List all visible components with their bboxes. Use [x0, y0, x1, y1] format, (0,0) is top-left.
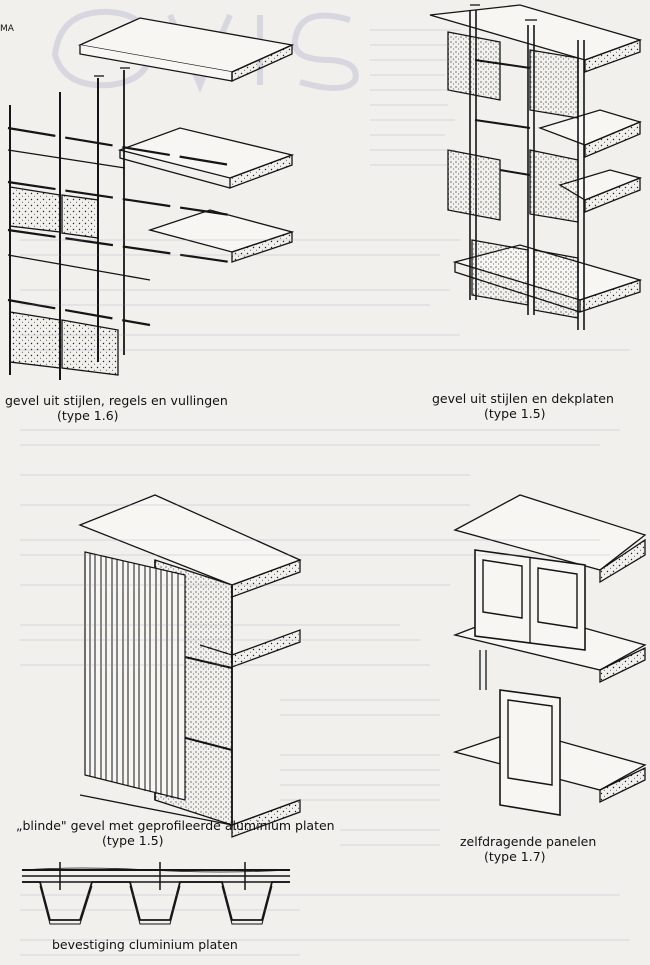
figure-4-self-supporting-panels — [455, 495, 645, 815]
fig4-caption-title: zelfdragende panelen — [460, 834, 597, 849]
fig3-caption-title: „blinde" gevel met geprofileerde aluminium platen — [16, 818, 335, 833]
fig2-caption-title: gevel uit stijlen en dekplaten — [432, 391, 614, 406]
fig3-profiled-sheet — [85, 552, 185, 800]
figure-3-blind-facade-profiled-aluminium — [80, 495, 300, 837]
fig2-caption — [432, 391, 614, 421]
fig4-caption — [460, 834, 596, 864]
fig1-caption-type: (type 1.6) — [57, 408, 119, 423]
fig1-caption — [5, 393, 228, 423]
fig4-caption-type: (type 1.7) — [484, 849, 546, 864]
figure-1-stud-rail-infill-facade — [8, 18, 292, 380]
fig1-caption-title: gevel uit stijlen, regels en vullingen — [5, 393, 228, 408]
corner-label: MA — [0, 24, 14, 34]
fig5-caption: bevestiging cluminium platen — [52, 937, 238, 952]
fig3-caption — [16, 818, 335, 848]
fig2-slab-2 — [540, 110, 640, 157]
figure-5-aluminium-sheet-fixing-detail — [22, 862, 290, 924]
fig2-caption-type: (type 1.5) — [484, 406, 546, 421]
figure-2-stud-cover-plate-facade — [430, 5, 640, 330]
fig1-middle-slab — [120, 128, 292, 188]
fig1-lower-slab — [150, 210, 292, 262]
fig3-caption-type: (type 1.5) — [102, 833, 164, 848]
